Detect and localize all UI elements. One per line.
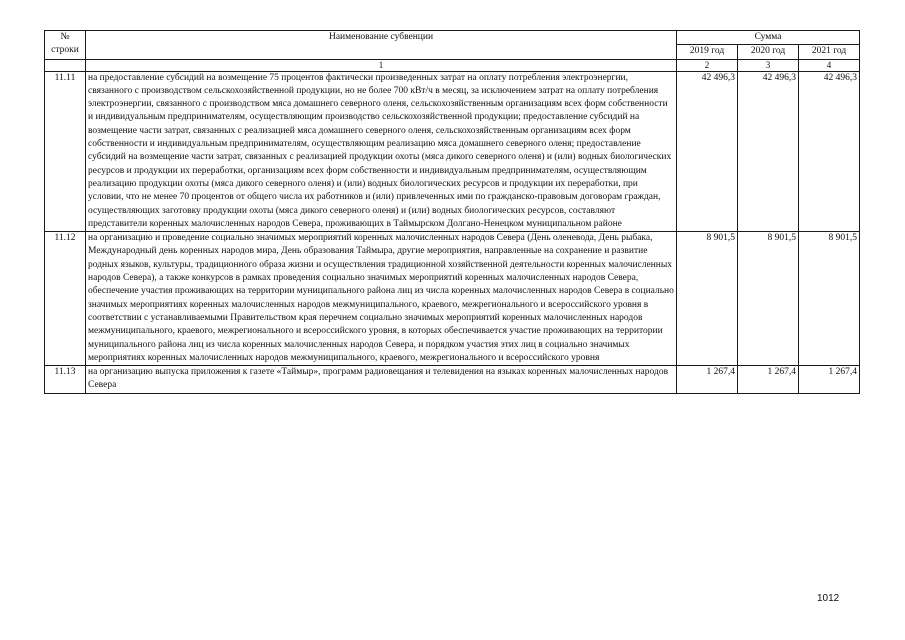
row-number: 11.11 xyxy=(45,71,86,232)
header-year-2020: 2020 год xyxy=(738,45,799,59)
subsidies-table xyxy=(44,30,860,394)
column-number-1: 1 xyxy=(86,59,677,71)
row-value-2019: 8 901,5 xyxy=(677,232,738,366)
row-value-2020: 8 901,5 xyxy=(738,232,799,366)
row-value-2020: 1 267,4 xyxy=(738,366,799,394)
table-row xyxy=(45,366,860,394)
column-number-3: 3 xyxy=(738,59,799,71)
header-year-2019: 2019 год xyxy=(677,45,738,59)
row-value-2021: 42 496,3 xyxy=(799,71,860,232)
row-value-2021: 1 267,4 xyxy=(799,366,860,394)
table-header-row xyxy=(45,31,860,45)
table-row xyxy=(45,71,860,232)
column-number-2: 2 xyxy=(677,59,738,71)
header-row-number xyxy=(45,31,86,60)
row-description: на предоставление субсидий на возмещение 75 процентов фактически произведенных затрат на оплату потребления электроэнергии, связанного с производством сельскохозяйственной продукции, но не более 700 кВт/ч в месяц, за исключением затрат на оплату потребления электроэнергии, связанного с производством мяса домашнего северного оленя, сельскохозяйственным организациям всех форм собственности и индивидуальным предпринимателям, осуществляющим производство сельскохозяйственной продукции; предоставление субсидий на возмещение части затрат, связанных с реализацией мяса домашнего северного оленя, сельскохозяйственным организациям всех форм собственности и индивидуальным предпринимателям, осуществляющим реализацию мяса домашнего северного оленя; предоставление субсидий на возмещение части затрат, связанных с реализацией продукции охоты (мяса дикого северного оленя) и (или) водных биологических ресурсов и продукции их переработки, организациям всех форм собственности и индивидуальным предпринимателям, осуществляющим реализацию продукции охоты (мяса дикого северного оленя) и (или) водных биологических ресурсов и продукции их переработки, при условии, что не менее 70 процентов от общего числа их работников и (или) привлеченных ими по гражданско-правовым договорам граждан, осуществляющих заготовку продукции охоты (мяса дикого северного оленя) и (или) водных биологических ресурсов, составляют представители коренных малочисленных народов Севера, проживающих в Таймырском Долгано-Ненецком муниципальном районе xyxy=(86,71,677,232)
row-description: на организацию выпуска приложения к газете «Таймыр», программ радиовещания и телевидения на языках коренных малочисленных народов Севера xyxy=(86,366,677,394)
column-number-empty xyxy=(45,59,86,71)
header-subsidy-name: Наименование субвенции xyxy=(86,31,677,60)
row-number: 11.13 xyxy=(45,366,86,394)
row-value-2020: 42 496,3 xyxy=(738,71,799,232)
header-year-2021: 2021 год xyxy=(799,45,860,59)
row-value-2021: 8 901,5 xyxy=(799,232,860,366)
header-num-symbol: № xyxy=(60,32,70,42)
column-number-4: 4 xyxy=(799,59,860,71)
page-number: 1012 xyxy=(817,593,840,604)
document-page xyxy=(44,30,859,394)
row-value-2019: 1 267,4 xyxy=(677,366,738,394)
row-value-2019: 42 496,3 xyxy=(677,71,738,232)
row-number: 11.12 xyxy=(45,232,86,366)
row-description: на организацию и проведение социально значимых мероприятий коренных малочисленных народов Севера (День оленевода, День рыбака, Международный день коренных народов мира, День образования Таймыра, другие мероприятия, направленные на сохранение и развитие родных языков, культуры, традиционного образа жизни и осуществления традиционной хозяйственной деятельности коренных малочисленных народов Севера), а также конкурсов в рамках проведения социально значимых мероприятий коренных малочисленных народов Севера, обеспечение участия проживающих на территории муниципального района лиц из числа коренных малочисленных народов Севера в социально значимых мероприятиях коренных малочисленных народов межмуниципального, краевого, межрегионального и всероссийского уровня в соответствии с устанавливаемыми Правительством края перечнем социально значимых мероприятий коренных малочисленных народов межмуниципального, краевого, межрегионального и всероссийского уровня, в которых обеспечивается участие проживающих на территории муниципального района лиц из числа коренных малочисленных народов Севера, и порядком участия этих лиц в социально значимых мероприятиях коренных малочисленных народов межмуниципального, краевого, межрегионального и всероссийского уровня xyxy=(86,232,677,366)
header-sum: Сумма xyxy=(677,31,860,45)
column-number-row xyxy=(45,59,860,71)
table-row xyxy=(45,232,860,366)
header-num-label: строки xyxy=(51,45,79,55)
